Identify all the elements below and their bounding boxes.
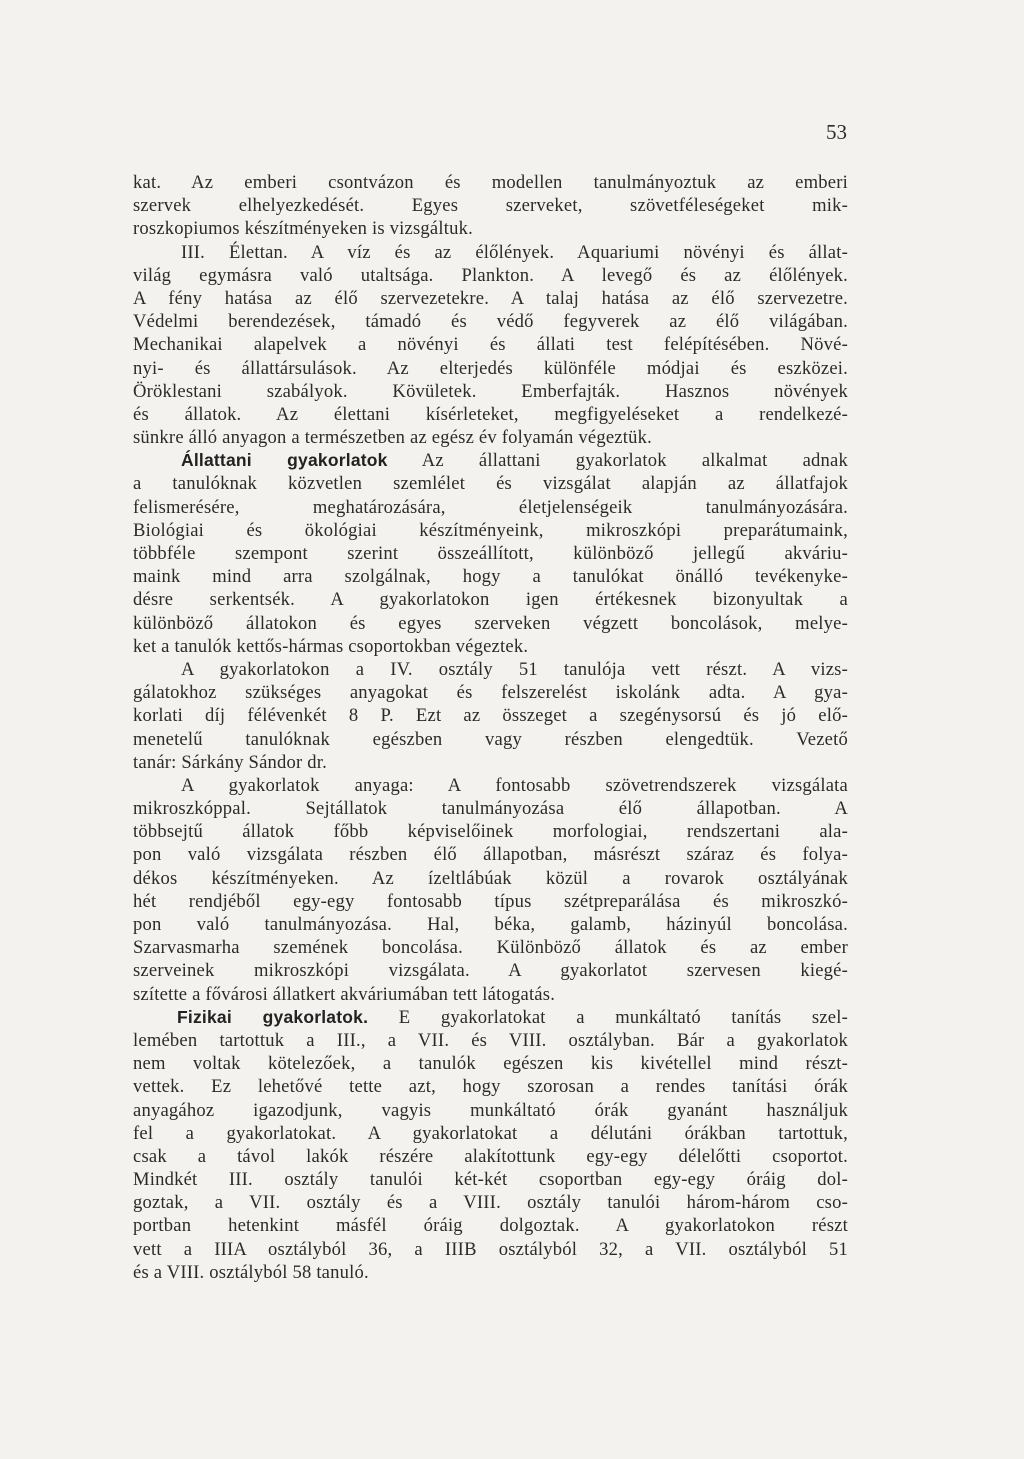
text-line: ket a tanulók kettős-hármas csoportokban végeztek.: [133, 635, 529, 657]
page-number: 53: [826, 120, 847, 144]
text-line: szerveinek mikroszkópi vizsgálata. A gyakorlatot szervesen kiegé-: [133, 960, 848, 982]
section-heading-physics: Fizikai gyakorlatok.: [177, 1006, 369, 1027]
text-line: különböző állatokon és egyes szerveken végzett boncolások, melye-: [133, 612, 848, 634]
text-fragment: E gyakorlatokat a munkáltató tanítás szel-: [368, 1006, 848, 1028]
text-line: szervek elhelyezkedését. Egyes szerveket, szövetféleségeket mik-: [133, 195, 848, 217]
text-line: korlati díj félévenkét 8 P. Ezt az összeget a szegénysorsú és jó elő-: [133, 705, 848, 727]
text-line: Biológiai és ökológiai készítményeink, mikroszkópi preparátumaink,: [133, 519, 848, 541]
text-line: A gyakorlatokon a IV. osztály 51 tanulója vett részt. A vizs-: [181, 658, 848, 680]
text-line: többsejtű állatok főbb képviselőinek morfologiai, rendszertani ala-: [133, 821, 848, 843]
text-line: pon való vizsgálata részben élő állapotban, másrészt száraz és folya-: [133, 844, 848, 866]
text-line: a tanulóknak közvetlen szemlélet és vizsgálat alapján az állatfajok: [133, 473, 848, 495]
text-line: dékos készítményeken. Az ízeltlábúak közül a rovarok osztályának: [133, 867, 848, 889]
text-line: csak a távol lakók részére alakítottunk egy-egy délelőtti csoportot.: [133, 1145, 848, 1167]
text-line: A fény hatása az élő szervezetekre. A talaj hatása az élő szervezetre.: [133, 287, 848, 309]
text-fragment: Az állattani gyakorlatok alkalmat adnak: [387, 450, 848, 472]
text-line: menetelű tanulóknak egészben vagy részben elengedtük. Vezető: [133, 728, 848, 750]
section-heading-line: [133, 1006, 848, 1029]
text-line: Szarvasmarha szemének boncolása. Különböző állatok és az ember: [133, 937, 848, 959]
text-line: Öröklestani szabályok. Kövületek. Emberfajták. Hasznos növények: [133, 380, 848, 402]
text-line: maink mind arra szolgálnak, hogy a tanulókat önálló tevékenyke-: [133, 566, 848, 588]
text-line: nyi- és állattársulások. Az elterjedés különféle módjai és eszközei.: [133, 357, 848, 379]
text-line: gálatokhoz szükséges anyagokat és felszerelést iskolánk adta. A gya-: [133, 682, 848, 704]
text-line: III. Élettan. A víz és az élőlények. Aquariumi növényi és állat-: [181, 241, 848, 263]
text-line: világ egymásra való utaltsága. Plankton. A levegő és az élőlények.: [133, 264, 848, 286]
text-line: vett a IIIA osztályból 36, a IIIB osztályból 32, a VII. osztályból 51: [133, 1238, 848, 1260]
text-line: Védelmi berendezések, támadó és védő fegyverek az élő világában.: [133, 311, 848, 333]
text-line: A gyakorlatok anyaga: A fontosabb szövetrendszerek vizsgálata: [181, 774, 848, 796]
body-text: [133, 171, 848, 1284]
text-line: szítette a fővárosi állatkert akváriumában tett látogatás.: [133, 983, 556, 1005]
text-line: anyagához igazodjunk, vagyis munkáltató órák gyanánt használjuk: [133, 1099, 848, 1121]
text-line: désre serkentsék. A gyakorlatokon igen értékesnek bizonyultak a: [133, 589, 848, 611]
text-line: goztak, a VII. osztály és a VIII. osztály tanulói három-három cso-: [133, 1192, 848, 1214]
text-line: portban hetenkint másfél óráig dolgoztak. A gyakorlatokon részt: [133, 1215, 848, 1237]
text-line: tanár: Sárkány Sándor dr.: [133, 751, 327, 773]
text-line: kat. Az emberi csontvázon és modellen tanulmányoztuk az emberi: [133, 172, 848, 193]
text-line: roszkopiumos készítményeken is vizsgáltuk.: [133, 218, 473, 240]
text-line: vettek. Ez lehetővé tette azt, hogy szorosan a rendes tanítási órák: [133, 1076, 848, 1098]
text-line: többféle szempont szerint összeállított, különböző jellegű akváriu-: [133, 543, 848, 564]
text-line: pon való tanulmányozása. Hal, béka, galamb, házinyúl boncolása.: [133, 914, 848, 935]
text-line: mikroszkóppal. Sejtállatok tanulmányozása élő állapotban. A: [133, 798, 848, 820]
text-line: nem voltak kötelezőek, a tanulók egészen kis kivétellel mind részt-: [133, 1053, 848, 1075]
text-line: fel a gyakorlatokat. A gyakorlatokat a délutáni órákban tartottuk,: [133, 1122, 848, 1144]
text-line: hét rendjéből egy-egy fontosabb típus szétpreparálása és mikroszkó-: [133, 890, 848, 912]
text-line: sünkre álló anyagon a természetben az egész év folyamán végeztük.: [133, 427, 652, 449]
text-line: Mechanikai alapelvek a növényi és állati test felépítésében. Növé-: [133, 334, 848, 356]
text-line: felismerésére, meghatározására, életjelenségeik tanulmányozására.: [133, 496, 848, 518]
section-heading-zoology: Állattani gyakorlatok: [181, 450, 388, 471]
text-line: lemében tartottuk a III., a VII. és VIII. osztályban. Bár a gyakorlatok: [133, 1029, 848, 1051]
text-line: és a VIII. osztályból 58 tanuló.: [133, 1261, 369, 1283]
section-heading-line: [133, 449, 848, 472]
text-line: Mindkét III. osztály tanulói két-két csoportban egy-egy óráig dol-: [133, 1169, 848, 1191]
text-line: és állatok. Az élettani kísérleteket, megfigyeléseket a rendelkezé-: [133, 403, 848, 425]
